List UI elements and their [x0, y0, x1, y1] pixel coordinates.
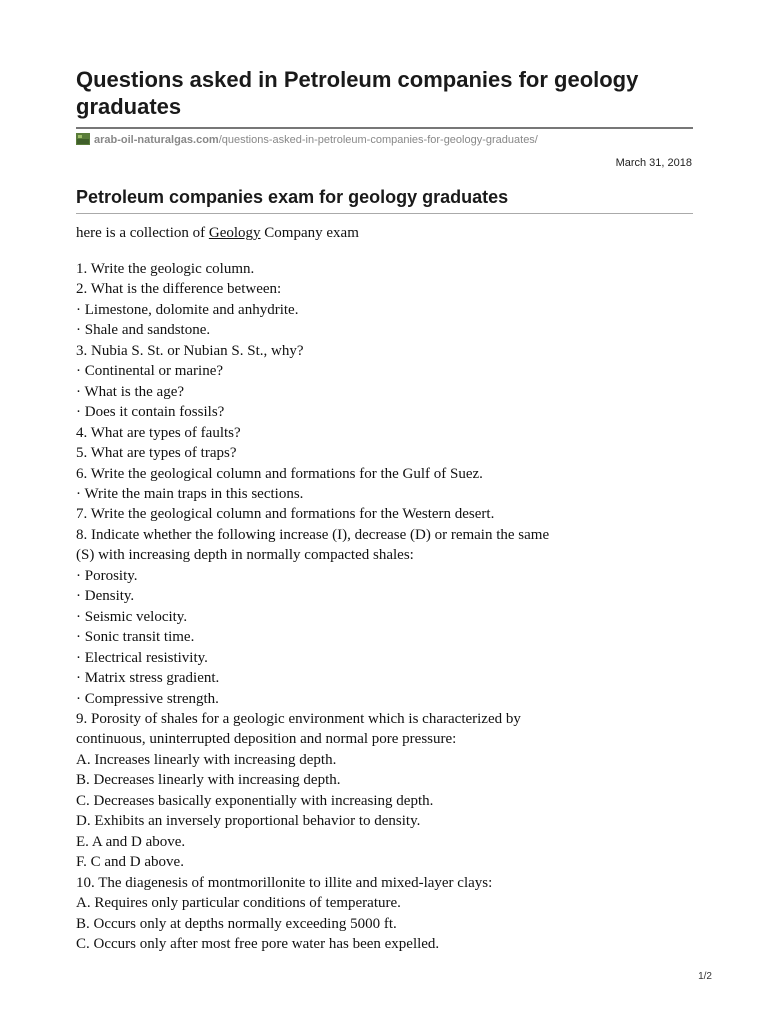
geology-link[interactable]: Geology	[208, 225, 261, 241]
question-line: 7. Write the geological column and formations for the Western desert.	[76, 506, 495, 523]
question-line: · Sonic transit time.	[76, 629, 195, 646]
source-url[interactable]	[76, 133, 538, 147]
title-divider	[76, 127, 693, 129]
question-line: A. Requires only particular conditions of temperature.	[76, 895, 401, 912]
question-line: (S) with increasing depth in normally compacted shales:	[76, 547, 414, 564]
question-line: · Porosity.	[76, 567, 138, 584]
question-list	[76, 259, 696, 954]
source-domain: arab-oil-naturalgas.com	[94, 134, 219, 146]
question-line: 9. Porosity of shales for a geologic environment which is characterized by	[76, 710, 521, 727]
question-line: F. C and D above.	[76, 854, 184, 871]
question-line: · Does it contain fossils?	[76, 404, 225, 421]
question-line: 3. Nubia S. St. or Nubian S. St., why?	[76, 342, 304, 359]
page-indicator: 1/2	[698, 971, 712, 982]
question-line: D. Exhibits an inversely proportional behavior to density.	[76, 813, 421, 830]
question-line: 6. Write the geological column and formations for the Gulf of Suez.	[76, 465, 483, 482]
intro-text-after: Company exam	[260, 225, 359, 241]
question-line: 4. What are types of faults?	[76, 424, 241, 441]
question-line: C. Occurs only after most free pore water has been expelled.	[76, 935, 440, 952]
question-line: 2. What is the difference between:	[76, 281, 282, 298]
source-path: /questions-asked-in-petroleum-companies-for-geology-graduates/	[218, 134, 538, 146]
question-line: A. Increases linearly with increasing depth.	[76, 751, 337, 768]
publish-date: March 31, 2018	[615, 157, 692, 169]
article-heading: Petroleum companies exam for geology graduates	[76, 187, 509, 207]
question-line: C. Decreases basically exponentially with increasing depth.	[76, 792, 434, 809]
intro-paragraph	[76, 223, 359, 243]
question-line: · What is the age?	[76, 383, 185, 400]
question-line: · Electrical resistivity.	[76, 649, 208, 666]
question-line: · Compressive strength.	[76, 690, 219, 707]
question-line: E. A and D above.	[76, 833, 186, 850]
question-line: 5. What are types of traps?	[76, 445, 237, 462]
question-line: continuous, uninterrupted deposition and normal pore pressure:	[76, 731, 457, 748]
question-line: · Shale and sandstone.	[76, 322, 211, 339]
question-line: · Continental or marine?	[76, 363, 224, 380]
question-line: 1. Write the geologic column.	[76, 261, 255, 277]
intro-text-before: here is a collection of	[76, 225, 209, 241]
question-line: · Write the main traps in this sections.	[76, 485, 304, 502]
page-title: Questions asked in Petroleum companies for geology graduates	[76, 67, 639, 119]
question-line: 8. Indicate whether the following increase (I), decrease (D) or remain the same	[76, 526, 550, 543]
site-favicon-icon	[76, 133, 90, 145]
question-line: · Matrix stress gradient.	[76, 670, 220, 687]
question-line: · Seismic velocity.	[76, 608, 188, 625]
question-line: 10. The diagenesis of montmorillonite to illite and mixed-layer clays:	[76, 874, 493, 891]
question-line: · Limestone, dolomite and anhydrite.	[76, 301, 299, 318]
question-line: B. Occurs only at depths normally exceeding 5000 ft.	[76, 915, 397, 932]
question-line: · Density.	[76, 588, 135, 605]
heading-divider	[76, 213, 693, 214]
question-line: B. Decreases linearly with increasing depth.	[76, 772, 341, 789]
